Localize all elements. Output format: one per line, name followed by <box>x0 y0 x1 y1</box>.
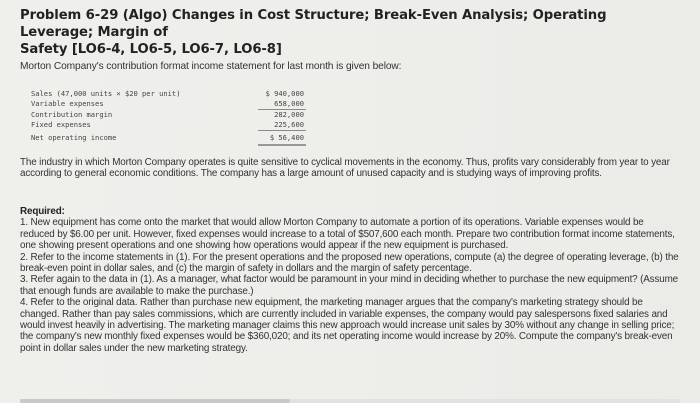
problem-title-line-1: Problem 6-29 (Algo) Changes in Cost Structure; Break-Even Analysis; Operating Leverage; Margin of <box>20 8 607 40</box>
problem-title <box>20 7 670 58</box>
context-text: The industry in which Morton Company operates is quite sensitive to cyclical movements in the economy. Thus, profits vary considerably from year to year according to general economic conditions. The company has a large amount of unused capacity and is studying ways of improving profits. <box>20 157 670 180</box>
required-item-1: 1. New equipment has come onto the market that would allow Morton Company to automate a portion of its operations. Variable expenses would be reduced by $6.00 per unit. However, fixed expenses would increase to a total of $507,600 each month. Prepare two contribution format income statements, one showing present operations and one showing how operations would appear if the new equipment is purchased. <box>20 217 675 252</box>
required-item-4: 4. Refer to the original data. Rather than purchase new equipment, the marketing manager argues that the company's marketing strategy should be changed. Rather than pay sales commissions, which are currently included in variable expenses, the company would pay salespersons fixed salaries and would invest heavily in advertising. The marketing manager claims this new approach would increase unit sales by 30% without any change in selling price; the company's new monthly fixed expenses would be $360,020; and its net operating income would increase by 20%. Compute the company's break-even point in dollar sales under the new marketing strategy. <box>20 297 675 354</box>
row-amount: $ 56,400 <box>269 133 304 143</box>
required-section <box>20 206 680 354</box>
statement-row-contribution-margin <box>31 110 331 120</box>
statement-row-fixed-expenses <box>31 120 331 130</box>
row-label: Fixed expenses <box>31 119 91 129</box>
row-label: Sales (47,000 units × $20 per unit) <box>31 89 181 98</box>
statement-row-sales <box>31 89 331 99</box>
row-amount: 282,000 <box>274 109 304 119</box>
row-amount: 658,000 <box>274 99 304 109</box>
total-double-rule <box>258 144 306 146</box>
context-paragraph <box>20 157 680 180</box>
required-item-2: 2. Refer to the income statements in (1). For the present operations and the proposed new operations, compute (a) the degree of operating leverage, (b) the break-even point in dollar sales, and (c) the margin of safety in dollars and the margin of safety percentage. <box>20 251 679 275</box>
row-label: Net operating income <box>31 133 117 143</box>
statement-row-variable-expenses <box>31 99 331 109</box>
horizontal-scrollbar[interactable] <box>20 399 680 403</box>
required-item-3: 3. Refer again to the data in (1). As a manager, what factor would be paramount in your mind in deciding whether to purchase the new equipment? (Assume that enough funds are available to make the purchase.) <box>20 274 679 297</box>
statement-row-net-operating-income <box>31 133 331 143</box>
income-statement <box>31 89 331 143</box>
problem-title-line-2: Safety [LO6-4, LO6-5, LO6-7, LO6-8] <box>20 42 282 57</box>
required-heading: Required: <box>20 206 65 217</box>
scrollbar-thumb[interactable] <box>20 399 290 403</box>
subtotal-rule <box>258 130 306 131</box>
row-label: Contribution margin <box>31 109 113 119</box>
row-amount: $ 940,000 <box>265 89 304 98</box>
intro-text: Morton Company's contribution format income statement for last month is given below: <box>20 61 402 72</box>
row-amount: 225,600 <box>274 119 304 129</box>
row-label: Variable expenses <box>31 99 104 109</box>
